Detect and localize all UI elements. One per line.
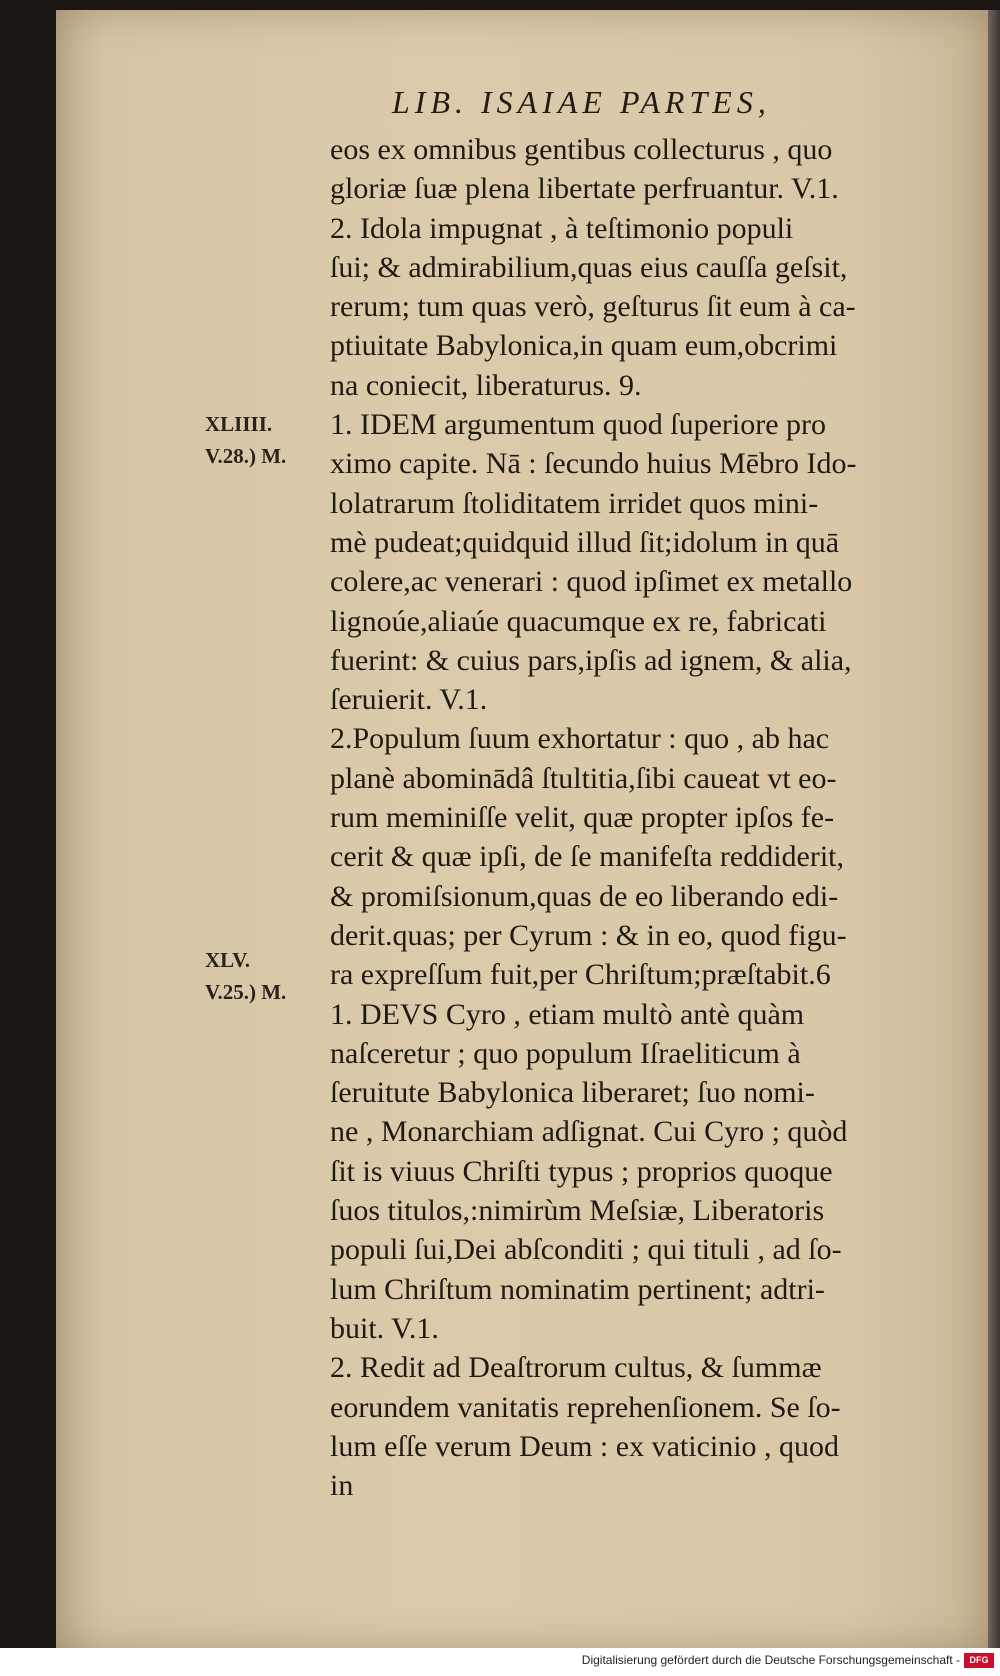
margin-note-chapter-45: XLV. <box>205 948 250 972</box>
text-line: naſceretur ; quo populum Iſraeliticum à <box>330 1036 801 1070</box>
text-line: ra expreſſum fuit,per Chriſtum;præſtabit.6 <box>330 958 831 992</box>
dfg-logo: DFG <box>964 1653 994 1668</box>
text-line: ximo capite. Nā : ſecundo huius Mēbro Ido- <box>330 447 857 481</box>
text-line: ſuos titulos,:nimirùm Meſsiæ, Liberatoris <box>330 1194 825 1228</box>
text-line: ſit is viuus Chriſti typus ; proprios quoque <box>330 1154 833 1188</box>
text-line: fuerint: & cuius pars,ipſis ad ignem, & alia, <box>330 643 852 677</box>
text-line: lignoúe,aliaúe quacumque ex re, fabricati <box>330 604 827 638</box>
margin-note-verses-45: V.25.) M. <box>205 980 287 1004</box>
margin-note-verses-44: V.28.) M. <box>205 444 287 468</box>
text-line: ne , Monarchiam adſignat. Cui Cyro ; quòd <box>330 1115 848 1149</box>
text-line: buit. V.1. <box>330 1311 439 1345</box>
running-head: LIB. ISAIAE PARTES, <box>392 84 771 120</box>
text-line: in <box>330 1469 354 1503</box>
text-line: 1. IDEM argumentum quod ſuperiore pro <box>330 408 827 442</box>
text-line: 2. Idola impugnat , à teſtimonio populi <box>330 211 794 245</box>
text-line: cerit & quæ ipſi, de ſe manifeſta reddiderit, <box>330 840 844 874</box>
text-line: colere,ac venerari : quod ipſimet ex metallo <box>330 565 853 599</box>
text-line: ſeruierit. V.1. <box>330 683 488 717</box>
body-text <box>330 130 980 1505</box>
text-line: lum Chriſtum nominatim pertinent; adtri- <box>330 1272 825 1306</box>
text-line: 2. Redit ad Deaſtrorum cultus, & ſummæ <box>330 1351 822 1385</box>
text-line: rerum; tum quas verò, geſturus ſit eum à ca- <box>330 290 856 324</box>
text-line: na coniecit, liberaturus. 9. <box>330 368 642 402</box>
text-line: lum eſſe verum Deum : ex vaticinio , quod <box>330 1429 840 1463</box>
text-line: derit.quas; per Cyrum : & in eo, quod figu- <box>330 918 847 952</box>
text-line: ptiuitate Babylonica,in quam eum,obcrimi <box>330 329 838 363</box>
page-edge <box>988 10 1000 1648</box>
text-line: 2.Populum ſuum exhortatur : quo , ab hac <box>330 722 830 756</box>
text-line: 1. DEVS Cyro , etiam multò antè quàm <box>330 997 805 1031</box>
text-line: lolatrarum ſtoliditatem irridet quos mini- <box>330 486 819 520</box>
text-line: eos ex omnibus gentibus collecturus , quo <box>330 133 833 166</box>
text-line: planè abominādâ ſtultitia,ſibi caueat vt eo- <box>330 761 837 795</box>
margin-note-chapter-44: XLIIII. <box>205 412 273 436</box>
text-line: rum meminiſſe velit, quæ propter ipſos fe- <box>330 801 835 835</box>
funding-credit: Digitalisierung gefördert durch die Deutsche Forschungsgemeinschaft - <box>581 1653 960 1667</box>
text-line: ſeruitute Babylonica liberaret; ſuo nomi- <box>330 1076 815 1110</box>
footer-bar <box>0 1648 1000 1676</box>
text-line: eorundem vanitatis reprehenſionem. Se ſo- <box>330 1390 841 1424</box>
text-line: mè pudeat;quidquid illud ſit;idolum in quā <box>330 525 840 559</box>
text-line: ſui; & admirabilium,quas eius cauſſa geſsit, <box>330 250 848 284</box>
text-line: gloriæ ſuæ plena libertate perfruantur. V.1. <box>330 172 839 206</box>
text-line: & promiſsionum,quas de eo liberando edi- <box>330 879 839 913</box>
text-line: populi ſui,Dei abſconditi ; qui tituli , ad ſo- <box>330 1233 842 1267</box>
